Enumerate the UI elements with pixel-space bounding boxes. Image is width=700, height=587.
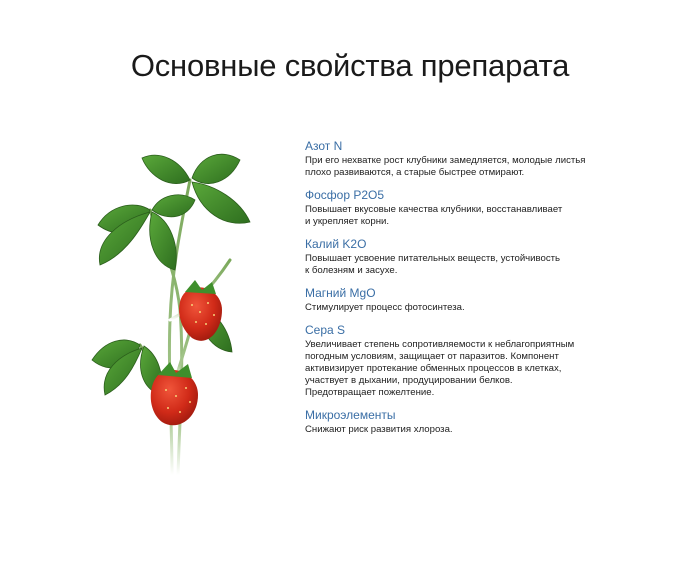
property-microelements (305, 408, 605, 436)
property-description: При его нехватке рост клубники замедляется, молодые листья плохо развиваются, а старые быстрее отмирают. (305, 155, 586, 178)
property-title: Азот N (305, 139, 343, 153)
property-description: Стимулирует процесс фотосинтеза. (305, 302, 465, 313)
property-description: Повышает усвоение питательных веществ, устойчивость к болезням и засухе. (305, 253, 561, 276)
property-title: Магний MgO (305, 286, 376, 300)
property-description: Повышает вкусовые качества клубники, восстанавливает и укрепляет корни. (305, 204, 563, 227)
property-description: Увеличивает степень сопротивляемости к неблагоприятным погодным условиям, защищает от паразитов. Компонент активизирует протекание обменных процессов в клетках, участвует в дыхании, продуцировании белков. Предотвращает пожелтение. (305, 339, 575, 398)
property-sulfur (305, 323, 605, 399)
property-magnesium (305, 286, 605, 314)
property-nitrogen (305, 139, 605, 179)
property-title: Калий K2O (305, 237, 367, 251)
strawberry-berry-upper (179, 280, 222, 341)
page-title: Основные свойства препарата (130, 48, 570, 83)
property-title: Сера S (305, 323, 346, 337)
property-title: Фосфор P2O5 (305, 188, 385, 202)
property-description: Снижают риск развития хлороза. (305, 424, 453, 435)
property-phosphorus (305, 188, 605, 228)
property-potassium (305, 237, 605, 277)
property-title: Микроэлементы (305, 408, 396, 422)
strawberry-plant-illustration (80, 140, 280, 480)
properties-list (305, 139, 605, 445)
